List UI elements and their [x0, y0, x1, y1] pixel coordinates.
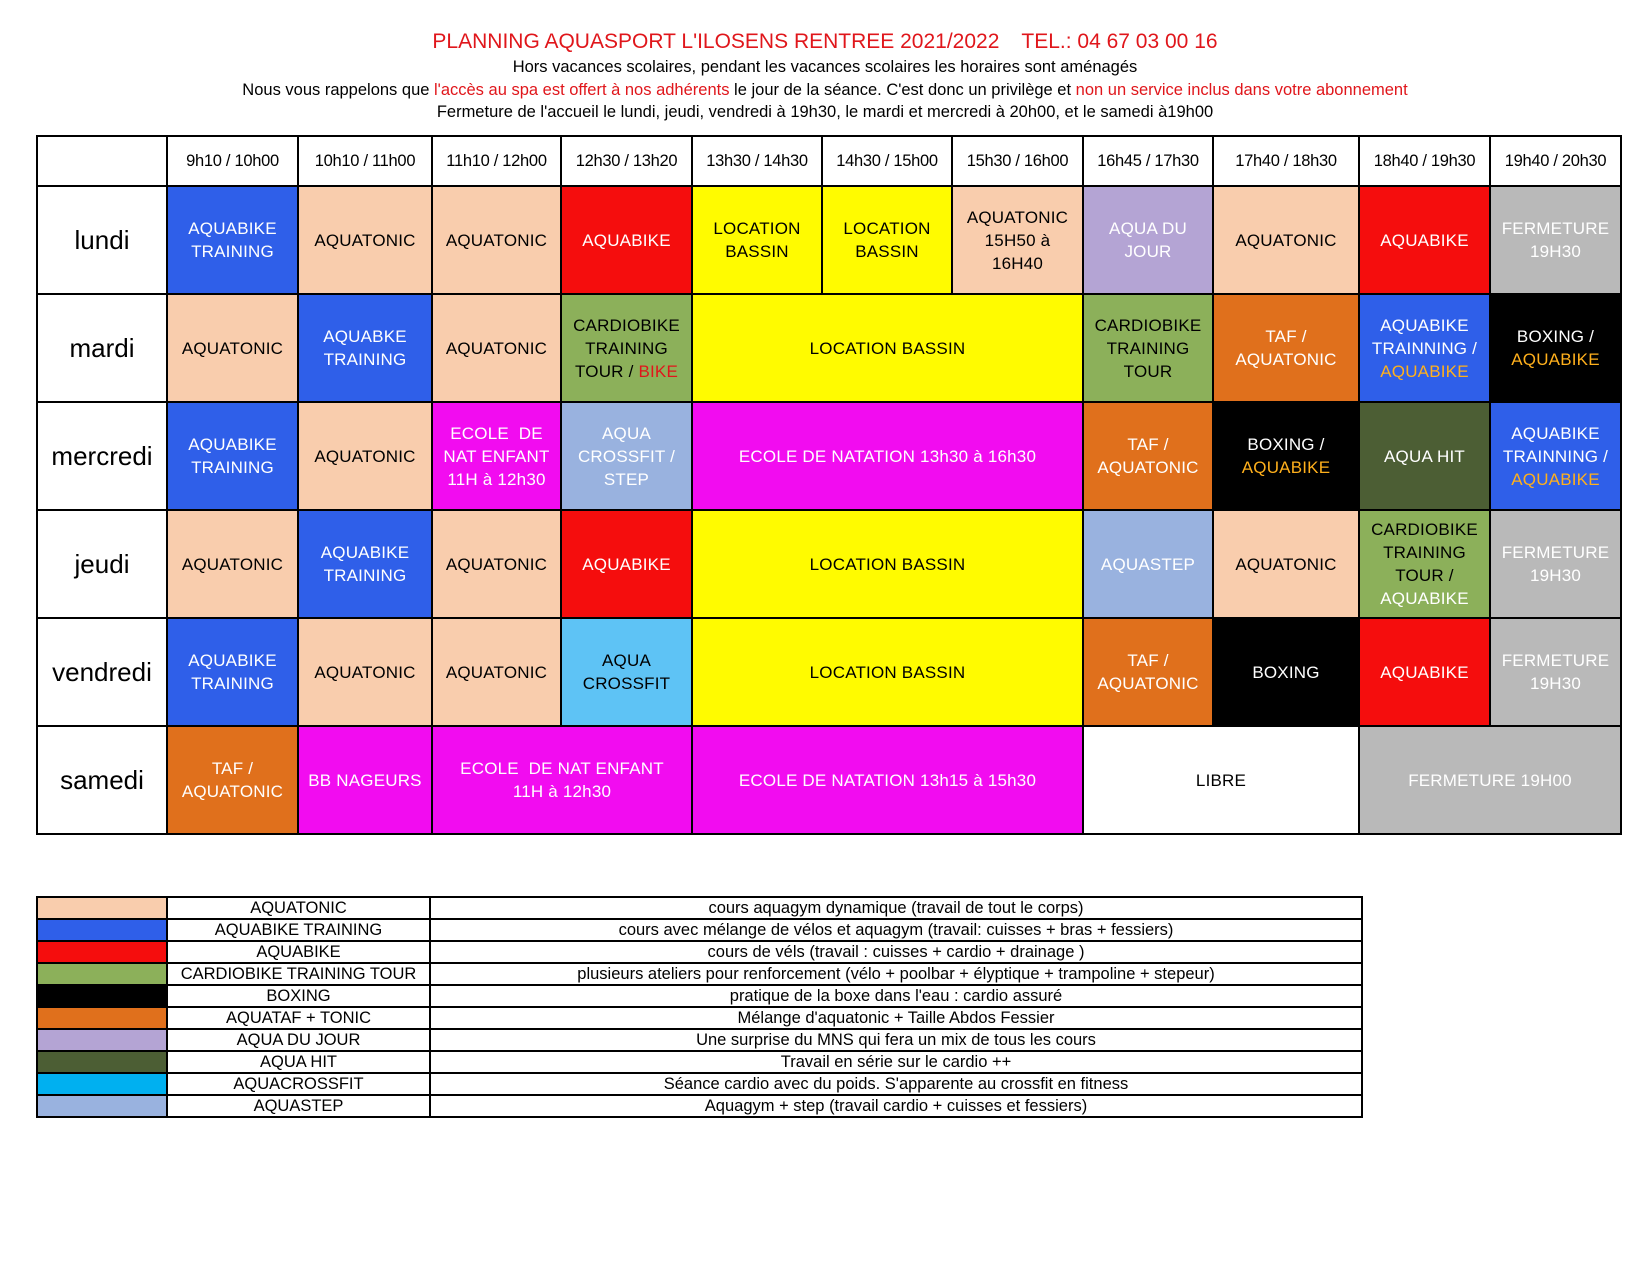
session-label: TOUR /	[1395, 566, 1454, 585]
session-label: ECOLE DE NATATION 13h15 à 15h30	[738, 770, 1037, 790]
session-label: FERMETURE 19H00	[1408, 770, 1572, 790]
session-label: AQUATONIC	[1235, 350, 1337, 369]
session-cell	[298, 726, 432, 834]
session-label	[564, 360, 689, 383]
session-cell	[1490, 618, 1621, 726]
legend-name: BOXING	[167, 985, 430, 1007]
legend-swatch	[37, 1029, 167, 1051]
legend-swatch	[37, 1051, 167, 1073]
session-label: AQUATONIC	[181, 338, 284, 358]
session-cell	[298, 186, 432, 294]
session-label: AQUABIKE	[188, 435, 277, 454]
legend-description: cours aquagym dynamique (travail de tout le corps)	[430, 897, 1362, 919]
session-label: AQUA DU	[1109, 219, 1187, 238]
session-label: AQUATONIC	[181, 782, 284, 801]
session-cell	[1490, 186, 1621, 294]
legend-description: cours de véls (travail : cuisses + cardio + drainage )	[430, 941, 1362, 963]
session-cell	[692, 618, 1083, 726]
session-label: TRAINING	[323, 566, 407, 585]
spa-note-part: Nous vous rappelons que	[242, 80, 435, 99]
session-cell	[1083, 402, 1213, 510]
session-cell	[298, 618, 432, 726]
session-label: LOCATION BASSIN	[809, 662, 966, 682]
legend-row	[37, 941, 1362, 963]
day-label: lundi	[37, 186, 167, 294]
session-label: AQUABIKE	[188, 651, 277, 670]
time-slot: 14h30 / 15h00	[822, 136, 952, 186]
session-label: 15H50 à	[984, 230, 1051, 250]
session-label: AQUA	[602, 651, 651, 670]
session-label: AQUA HIT	[1384, 446, 1465, 466]
legend-name: AQUABIKE	[167, 941, 430, 963]
session-label: BOXING /	[1247, 435, 1325, 454]
session-label: AQUATONIC	[1235, 554, 1337, 574]
session-cell	[1213, 294, 1359, 402]
session-label: AQUATONIC	[445, 662, 548, 682]
session-label: TRAINING	[191, 458, 274, 477]
session-label: AQUABIKE	[1380, 230, 1469, 250]
session-cell	[692, 726, 1083, 834]
session-cell	[952, 186, 1083, 294]
day-label: jeudi	[37, 510, 167, 618]
session-cell	[561, 294, 692, 402]
session-label: AQUATONIC	[314, 230, 416, 250]
session-label: AQUABIKE	[1380, 662, 1469, 682]
legend-swatch	[37, 919, 167, 941]
session-label: BASSIN	[855, 242, 919, 261]
session-label: CROSSFIT /	[577, 446, 676, 466]
session-label: AQUATONIC	[1097, 674, 1199, 693]
session-cell	[1213, 186, 1359, 294]
spa-note-highlight: l'accès au spa est offert à nos adhérents	[434, 80, 730, 99]
day-label: mardi	[37, 294, 167, 402]
session-cell	[1359, 726, 1621, 834]
spa-note-highlight: non un service inclus dans votre abonnement	[1075, 80, 1408, 99]
legend-row	[37, 1029, 1362, 1051]
spa-note	[0, 79, 1650, 102]
page-title	[0, 28, 1650, 56]
session-label: AQUATONIC	[445, 230, 548, 250]
legend-description: Aquagym + step (travail cardio + cuisses et fessiers)	[430, 1095, 1362, 1117]
session-cell	[1083, 618, 1213, 726]
session-label: AQUASTEP	[1100, 554, 1196, 574]
time-slot: 16h45 / 17h30	[1083, 136, 1213, 186]
session-cell	[1490, 402, 1621, 510]
legend-row	[37, 985, 1362, 1007]
session-cell	[167, 294, 298, 402]
session-label: TAF /	[1127, 435, 1169, 454]
time-slot: 15h30 / 16h00	[952, 136, 1083, 186]
session-label: ECOLE DE	[450, 423, 543, 443]
session-cell	[432, 186, 561, 294]
session-label: AQUATONIC	[1097, 458, 1199, 477]
session-label: BASSIN	[725, 242, 789, 261]
legend-name: AQUATAF + TONIC	[167, 1007, 430, 1029]
day-label: vendredi	[37, 618, 167, 726]
session-cell	[1490, 294, 1621, 402]
session-label: AQUABIKE	[1380, 589, 1469, 608]
session-cell	[1083, 294, 1213, 402]
session-cell	[1359, 294, 1490, 402]
session-label: NAT ENFANT	[443, 446, 550, 466]
session-label: AQUABIKE	[1241, 458, 1331, 477]
legend-swatch	[37, 985, 167, 1007]
session-cell	[167, 726, 298, 834]
session-cell	[1083, 186, 1213, 294]
session-label: AQUA	[602, 423, 651, 443]
session-label: AQUABKE	[323, 327, 407, 346]
session-cell	[298, 294, 432, 402]
session-label: AQUABIKE	[1380, 315, 1469, 335]
session-cell	[1359, 186, 1490, 294]
time-slot: 10h10 / 11h00	[298, 136, 432, 186]
legend-row	[37, 1073, 1362, 1095]
session-cell	[692, 402, 1083, 510]
session-label: TAF /	[1265, 327, 1307, 346]
legend-swatch	[37, 1095, 167, 1117]
day-row-vendredi	[37, 618, 1621, 726]
session-label: CARDIOBIKE	[573, 315, 680, 335]
time-slot: 19h40 / 20h30	[1490, 136, 1621, 186]
session-cell	[692, 186, 822, 294]
session-label: TRAINING	[1106, 338, 1190, 358]
session-label: ECOLE DE NATATION 13h30 à 16h30	[738, 446, 1037, 466]
session-cell	[561, 402, 692, 510]
session-label: AQUATONIC	[181, 554, 284, 574]
session-label: AQUATONIC	[966, 207, 1069, 227]
session-label: JOUR	[1124, 242, 1172, 261]
session-cell	[167, 510, 298, 618]
time-slot: 13h30 / 14h30	[692, 136, 822, 186]
session-label: AQUABIKE	[188, 219, 277, 238]
session-label: LIBRE	[1195, 770, 1247, 790]
session-cell	[1213, 402, 1359, 510]
legend-swatch	[37, 941, 167, 963]
session-label: TRAINING	[323, 350, 407, 369]
session-cell	[1213, 510, 1359, 618]
session-label: TRAINNING /	[1371, 338, 1478, 358]
session-cell	[298, 510, 432, 618]
session-label: AQUATONIC	[314, 446, 416, 466]
day-label: samedi	[37, 726, 167, 834]
session-label: CARDIOBIKE	[1371, 520, 1478, 539]
session-label: TAF /	[1127, 651, 1169, 670]
session-cell	[1083, 510, 1213, 618]
legend-swatch	[37, 1007, 167, 1029]
legend-description: Séance cardio avec du poids. S'apparente au crossfit en fitness	[430, 1073, 1362, 1095]
legend-description: Une surprise du MNS qui fera un mix de tous les cours	[430, 1029, 1362, 1051]
session-cell	[1083, 726, 1359, 834]
session-cell	[432, 294, 561, 402]
day-row-mardi	[37, 294, 1621, 402]
legend-row	[37, 897, 1362, 919]
session-label: AQUATONIC	[445, 338, 548, 358]
session-label: AQUABIKE	[1511, 469, 1600, 489]
schedule-table	[36, 135, 1622, 835]
legend-name: AQUA HIT	[167, 1051, 430, 1073]
time-slot: 18h40 / 19h30	[1359, 136, 1490, 186]
session-cell	[167, 402, 298, 510]
legend-row	[37, 1007, 1362, 1029]
session-cell	[167, 186, 298, 294]
session-label: TOUR	[1123, 361, 1173, 381]
session-label: TRAINING	[585, 338, 668, 358]
legend-row	[37, 1095, 1362, 1117]
legend-description: Travail en série sur le cardio ++	[430, 1051, 1362, 1073]
session-cell	[1359, 618, 1490, 726]
session-label: STEP	[603, 469, 650, 489]
page-header	[0, 28, 1650, 124]
session-label: AQUABIKE	[582, 554, 671, 574]
session-cell	[432, 726, 692, 834]
legend-swatch	[37, 897, 167, 919]
session-label: 16H40	[991, 253, 1044, 273]
time-slot: 17h40 / 18h30	[1213, 136, 1359, 186]
legend-name: AQUASTEP	[167, 1095, 430, 1117]
session-label: CARDIOBIKE	[1094, 315, 1202, 335]
day-row-samedi	[37, 726, 1621, 834]
legend-row	[37, 1051, 1362, 1073]
legend-table	[36, 896, 1363, 1118]
session-label: CROSSFIT	[582, 674, 671, 693]
session-label: BOXING	[1252, 662, 1320, 682]
session-label: AQUATONIC	[445, 554, 548, 574]
legend-name: AQUA DU JOUR	[167, 1029, 430, 1051]
session-label: 11H à 12h30	[447, 469, 546, 489]
session-cell	[561, 618, 692, 726]
session-label: TRAINING	[191, 674, 274, 693]
session-label: TRAINNING /	[1502, 446, 1609, 466]
session-label: BB NAGEURS	[308, 770, 422, 790]
session-label: TRAINING	[191, 242, 274, 261]
session-label: BOXING /	[1516, 327, 1595, 346]
time-slot: 9h10 / 10h00	[167, 136, 298, 186]
session-label: AQUABIKE	[582, 230, 671, 250]
session-cell	[1359, 402, 1490, 510]
time-slot: 12h30 / 13h20	[561, 136, 692, 186]
session-label: 19H30	[1529, 566, 1582, 585]
title-text: PLANNING AQUASPORT L'ILOSENS RENTREE 2021/2022	[432, 30, 1000, 53]
time-header-row	[37, 136, 1621, 186]
session-cell	[561, 510, 692, 618]
day-row-jeudi	[37, 510, 1621, 618]
legend-row	[37, 919, 1362, 941]
session-label: LOCATION	[713, 219, 801, 238]
session-cell	[167, 618, 298, 726]
session-label: FERMETURE	[1501, 219, 1610, 238]
session-label: ECOLE DE NAT ENFANT	[460, 759, 664, 778]
session-label: 19H30	[1529, 674, 1582, 693]
legend-name: AQUATONIC	[167, 897, 430, 919]
session-label: AQUATONIC	[314, 662, 416, 682]
holiday-note: Hors vacances scolaires, pendant les vacances scolaires les horaires sont aménagés	[512, 58, 1138, 76]
session-label: AQUABIKE	[1380, 361, 1469, 381]
session-cell	[1213, 618, 1359, 726]
session-label-part: TOUR /	[575, 361, 639, 381]
session-label: LOCATION BASSIN	[809, 554, 966, 574]
session-label: AQUABIKE	[320, 543, 410, 562]
legend-swatch	[37, 1073, 167, 1095]
session-label: FERMETURE	[1501, 543, 1610, 562]
time-slot: 11h10 / 12h00	[432, 136, 561, 186]
corner-cell	[37, 136, 167, 186]
legend-name: AQUACROSSFIT	[167, 1073, 430, 1095]
day-row-lundi	[37, 186, 1621, 294]
legend-name: CARDIOBIKE TRAINING TOUR	[167, 963, 430, 985]
legend-swatch	[37, 963, 167, 985]
session-label: AQUATONIC	[1235, 230, 1337, 250]
session-cell	[822, 186, 952, 294]
legend-description: cours avec mélange de vélos et aquagym (travail: cuisses + bras + fessiers)	[430, 919, 1362, 941]
session-label: TAF /	[211, 759, 254, 778]
legend-name: AQUABIKE TRAINING	[167, 919, 430, 941]
session-label: AQUABIKE	[1511, 350, 1600, 369]
session-label-part: BIKE	[638, 361, 678, 381]
session-cell	[432, 402, 561, 510]
session-label: FERMETURE	[1501, 651, 1610, 670]
session-label: LOCATION BASSIN	[809, 338, 966, 358]
legend-description: Mélange d'aquatonic + Taille Abdos Fessier	[430, 1007, 1362, 1029]
day-row-mercredi	[37, 402, 1621, 510]
closing-hours-note: Fermeture de l'accueil le lundi, jeudi, vendredi à 19h30, le mardi et mercredi à 20h00, et le samedi à19h00	[436, 103, 1214, 121]
legend-description: pratique de la boxe dans l'eau : cardio assuré	[430, 985, 1362, 1007]
phone-number: TEL.: 04 67 03 00 16	[1021, 30, 1218, 53]
session-cell	[692, 294, 1083, 402]
session-label: 19H30	[1529, 242, 1582, 261]
session-cell	[432, 510, 561, 618]
spa-note-part: le jour de la séance. C'est donc un privilège et	[729, 80, 1076, 99]
session-cell	[432, 618, 561, 726]
session-label: LOCATION	[843, 219, 931, 238]
session-label: TRAINING	[1383, 543, 1466, 562]
session-cell	[1359, 510, 1490, 618]
legend-row	[37, 963, 1362, 985]
session-cell	[561, 186, 692, 294]
session-label: 11H à 12h30	[512, 782, 612, 801]
session-cell	[298, 402, 432, 510]
day-label: mercredi	[37, 402, 167, 510]
legend-description: plusieurs ateliers pour renforcement (vélo + poolbar + élyptique + trampoline + stepeur)	[430, 963, 1362, 985]
session-cell	[1490, 510, 1621, 618]
session-label: AQUABIKE	[1511, 423, 1600, 443]
session-cell	[692, 510, 1083, 618]
